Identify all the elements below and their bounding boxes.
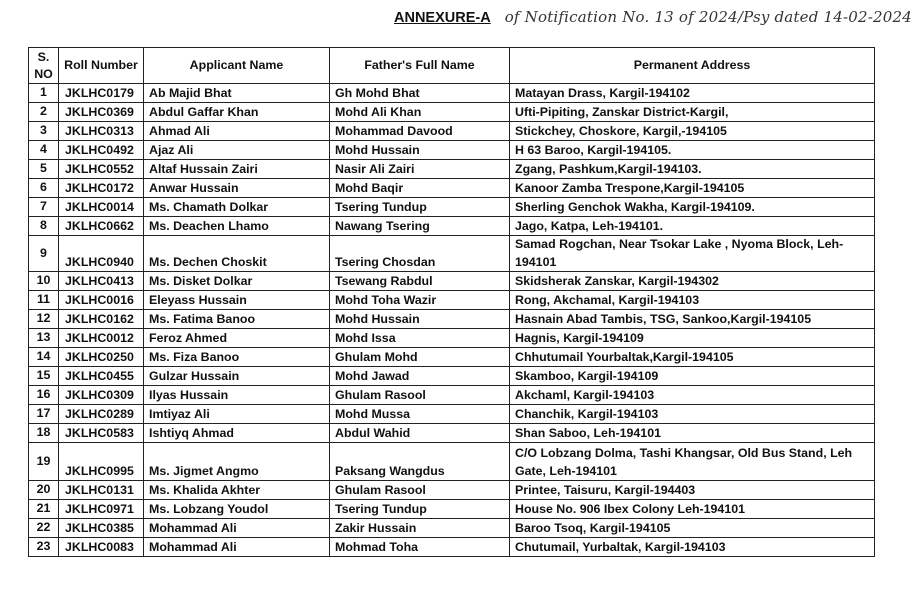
father-name-cell: Ghulam Mohd	[330, 348, 510, 367]
father-name-cell: Nawang Tsering	[330, 217, 510, 236]
serial-no-cell: 20	[29, 481, 59, 500]
applicant-name-cell: Abdul Gaffar Khan	[144, 103, 330, 122]
applicant-name-cell: Anwar Hussain	[144, 179, 330, 198]
father-name-cell: Mohammad Davood	[330, 122, 510, 141]
table-row	[29, 84, 875, 103]
roll-number-cell: JKLHC0385	[59, 519, 144, 538]
serial-no-cell: 6	[29, 179, 59, 198]
applicant-name-cell: Ilyas Hussain	[144, 386, 330, 405]
applicant-name-cell: Altaf Hussain Zairi	[144, 160, 330, 179]
address-cell: Akchaml, Kargil-194103	[510, 386, 875, 405]
father-name-cell: Tsering Chosdan	[330, 236, 510, 272]
table-row	[29, 310, 875, 329]
applicant-name-cell: Ahmad Ali	[144, 122, 330, 141]
serial-no-cell: 9	[29, 236, 59, 272]
address-cell: Chhutumail Yourbaltak,Kargil-194105	[510, 348, 875, 367]
address-cell: Skamboo, Kargil-194109	[510, 367, 875, 386]
address-cell: H 63 Baroo, Kargil-194105.	[510, 141, 875, 160]
roll-number-cell: JKLHC0369	[59, 103, 144, 122]
father-name-cell: Mohd Baqir	[330, 179, 510, 198]
roll-number-cell: JKLHC0131	[59, 481, 144, 500]
serial-no-cell: 11	[29, 291, 59, 310]
applicant-name-cell: Mohammad Ali	[144, 538, 330, 557]
applicant-name-cell: Mohammad Ali	[144, 519, 330, 538]
handwritten-notification-note: of Notification No. 13 of 2024/Psy dated 14-02-2024	[504, 8, 913, 26]
annexure-title: ANNEXURE-A	[394, 10, 491, 26]
father-name-cell: Tsering Tundup	[330, 500, 510, 519]
address-cell: Chanchik, Kargil-194103	[510, 405, 875, 424]
father-name-cell: Abdul Wahid	[330, 424, 510, 443]
address-cell: Hagnis, Kargil-194109	[510, 329, 875, 348]
serial-no-cell: 23	[29, 538, 59, 557]
address-cell: C/O Lobzang Dolma, Tashi Khangsar, Old Bus Stand, Leh Gate, Leh-194101	[510, 443, 875, 481]
roll-number-cell: JKLHC0662	[59, 217, 144, 236]
address-cell: Sherling Genchok Wakha, Kargil-194109.	[510, 198, 875, 217]
serial-no-cell: 14	[29, 348, 59, 367]
applicant-name-cell: Eleyass Hussain	[144, 291, 330, 310]
table-row	[29, 367, 875, 386]
applicant-name-cell: Ab Majid Bhat	[144, 84, 330, 103]
roll-number-cell: JKLHC0083	[59, 538, 144, 557]
roll-number-cell: JKLHC0940	[59, 236, 144, 272]
applicant-name-cell: Ms. Dechen Choskit	[144, 236, 330, 272]
serial-no-cell: 15	[29, 367, 59, 386]
table-row	[29, 198, 875, 217]
address-cell: Zgang, Pashkum,Kargil-194103.	[510, 160, 875, 179]
father-name-cell: Mohd Hussain	[330, 141, 510, 160]
roll-number-cell: JKLHC0313	[59, 122, 144, 141]
header-father-name: Father's Full Name	[330, 48, 510, 84]
applicant-name-cell: Ms. Deachen Lhamo	[144, 217, 330, 236]
applicant-name-cell: Ishtiyq Ahmad	[144, 424, 330, 443]
table-row	[29, 141, 875, 160]
table-row	[29, 122, 875, 141]
table-row	[29, 500, 875, 519]
applicant-name-cell: Ms. Fiza Banoo	[144, 348, 330, 367]
serial-no-cell: 12	[29, 310, 59, 329]
serial-no-cell: 10	[29, 272, 59, 291]
table-row	[29, 329, 875, 348]
father-name-cell: Mohd Hussain	[330, 310, 510, 329]
serial-no-cell: 21	[29, 500, 59, 519]
address-cell: Shan Saboo, Leh-194101	[510, 424, 875, 443]
roll-number-cell: JKLHC0455	[59, 367, 144, 386]
table-row	[29, 386, 875, 405]
address-cell: Kanoor Zamba Trespone,Kargil-194105	[510, 179, 875, 198]
address-cell: Rong, Akchamal, Kargil-194103	[510, 291, 875, 310]
address-cell: Samad Rogchan, Near Tsokar Lake , Nyoma Block, Leh-194101	[510, 236, 875, 272]
father-name-cell: Mohd Toha Wazir	[330, 291, 510, 310]
applicant-name-cell: Ms. Fatima Banoo	[144, 310, 330, 329]
address-cell: Skidsherak Zanskar, Kargil-194302	[510, 272, 875, 291]
table-row	[29, 348, 875, 367]
address-cell: Jago, Katpa, Leh-194101.	[510, 217, 875, 236]
address-cell: Baroo Tsoq, Kargil-194105	[510, 519, 875, 538]
father-name-cell: Nasir Ali Zairi	[330, 160, 510, 179]
applicant-name-cell: Ms. Chamath Dolkar	[144, 198, 330, 217]
table-row	[29, 538, 875, 557]
table-row	[29, 160, 875, 179]
serial-no-cell: 22	[29, 519, 59, 538]
address-cell: Stickchey, Choskore, Kargil,-194105	[510, 122, 875, 141]
address-cell: Matayan Drass, Kargil-194102	[510, 84, 875, 103]
roll-number-cell: JKLHC0179	[59, 84, 144, 103]
applicant-name-cell: Ms. Lobzang Youdol	[144, 500, 330, 519]
applicant-name-cell: Imtiyaz Ali	[144, 405, 330, 424]
address-cell: House No. 906 Ibex Colony Leh-194101	[510, 500, 875, 519]
serial-no-cell: 3	[29, 122, 59, 141]
father-name-cell: Mohmad Toha	[330, 538, 510, 557]
roll-number-cell: JKLHC0971	[59, 500, 144, 519]
table-row	[29, 272, 875, 291]
serial-no-cell: 16	[29, 386, 59, 405]
serial-no-cell: 13	[29, 329, 59, 348]
roll-number-cell: JKLHC0413	[59, 272, 144, 291]
roll-number-cell: JKLHC0016	[59, 291, 144, 310]
applicant-name-cell: Gulzar Hussain	[144, 367, 330, 386]
roll-number-cell: JKLHC0492	[59, 141, 144, 160]
document-heading	[394, 8, 912, 26]
serial-no-cell: 5	[29, 160, 59, 179]
father-name-cell: Ghulam Rasool	[330, 481, 510, 500]
address-cell: Chutumail, Yurbaltak, Kargil-194103	[510, 538, 875, 557]
serial-no-cell: 7	[29, 198, 59, 217]
address-cell: Ufti-Pipiting, Zanskar District-Kargil,	[510, 103, 875, 122]
table-row	[29, 217, 875, 236]
roll-number-cell: JKLHC0309	[59, 386, 144, 405]
roll-number-cell: JKLHC0289	[59, 405, 144, 424]
father-name-cell: Paksang Wangdus	[330, 443, 510, 481]
roll-number-cell: JKLHC0162	[59, 310, 144, 329]
serial-no-cell: 17	[29, 405, 59, 424]
roll-number-cell: JKLHC0012	[59, 329, 144, 348]
serial-no-cell: 19	[29, 443, 59, 481]
roll-number-cell: JKLHC0014	[59, 198, 144, 217]
table-header-row	[29, 48, 875, 84]
roll-number-cell: JKLHC0250	[59, 348, 144, 367]
header-permanent-address: Permanent Address	[510, 48, 875, 84]
father-name-cell: Zakir Hussain	[330, 519, 510, 538]
roll-number-cell: JKLHC0552	[59, 160, 144, 179]
table-row	[29, 481, 875, 500]
header-applicant-name: Applicant Name	[144, 48, 330, 84]
serial-no-cell: 1	[29, 84, 59, 103]
table-row	[29, 179, 875, 198]
header-roll-number: Roll Number	[59, 48, 144, 84]
applicant-table	[28, 47, 875, 557]
serial-no-cell: 8	[29, 217, 59, 236]
table-row	[29, 424, 875, 443]
table-row	[29, 519, 875, 538]
father-name-cell: Tsering Tundup	[330, 198, 510, 217]
address-cell: Hasnain Abad Tambis, TSG, Sankoo,Kargil-194105	[510, 310, 875, 329]
serial-no-cell: 4	[29, 141, 59, 160]
applicant-name-cell: Feroz Ahmed	[144, 329, 330, 348]
father-name-cell: Ghulam Rasool	[330, 386, 510, 405]
table-row	[29, 236, 875, 272]
table-row	[29, 103, 875, 122]
roll-number-cell: JKLHC0172	[59, 179, 144, 198]
table-row	[29, 291, 875, 310]
roll-number-cell: JKLHC0583	[59, 424, 144, 443]
header-serial-no: S. NO	[29, 48, 59, 84]
address-cell: Printee, Taisuru, Kargil-194403	[510, 481, 875, 500]
father-name-cell: Mohd Mussa	[330, 405, 510, 424]
father-name-cell: Mohd Ali Khan	[330, 103, 510, 122]
applicant-name-cell: Ms. Khalida Akhter	[144, 481, 330, 500]
applicant-name-cell: Ms. Disket Dolkar	[144, 272, 330, 291]
roll-number-cell: JKLHC0995	[59, 443, 144, 481]
serial-no-cell: 2	[29, 103, 59, 122]
serial-no-cell: 18	[29, 424, 59, 443]
applicant-name-cell: Ms. Jigmet Angmo	[144, 443, 330, 481]
father-name-cell: Mohd Jawad	[330, 367, 510, 386]
applicant-name-cell: Ajaz Ali	[144, 141, 330, 160]
table-row	[29, 443, 875, 481]
table-row	[29, 405, 875, 424]
father-name-cell: Gh Mohd Bhat	[330, 84, 510, 103]
father-name-cell: Tsewang Rabdul	[330, 272, 510, 291]
father-name-cell: Mohd Issa	[330, 329, 510, 348]
